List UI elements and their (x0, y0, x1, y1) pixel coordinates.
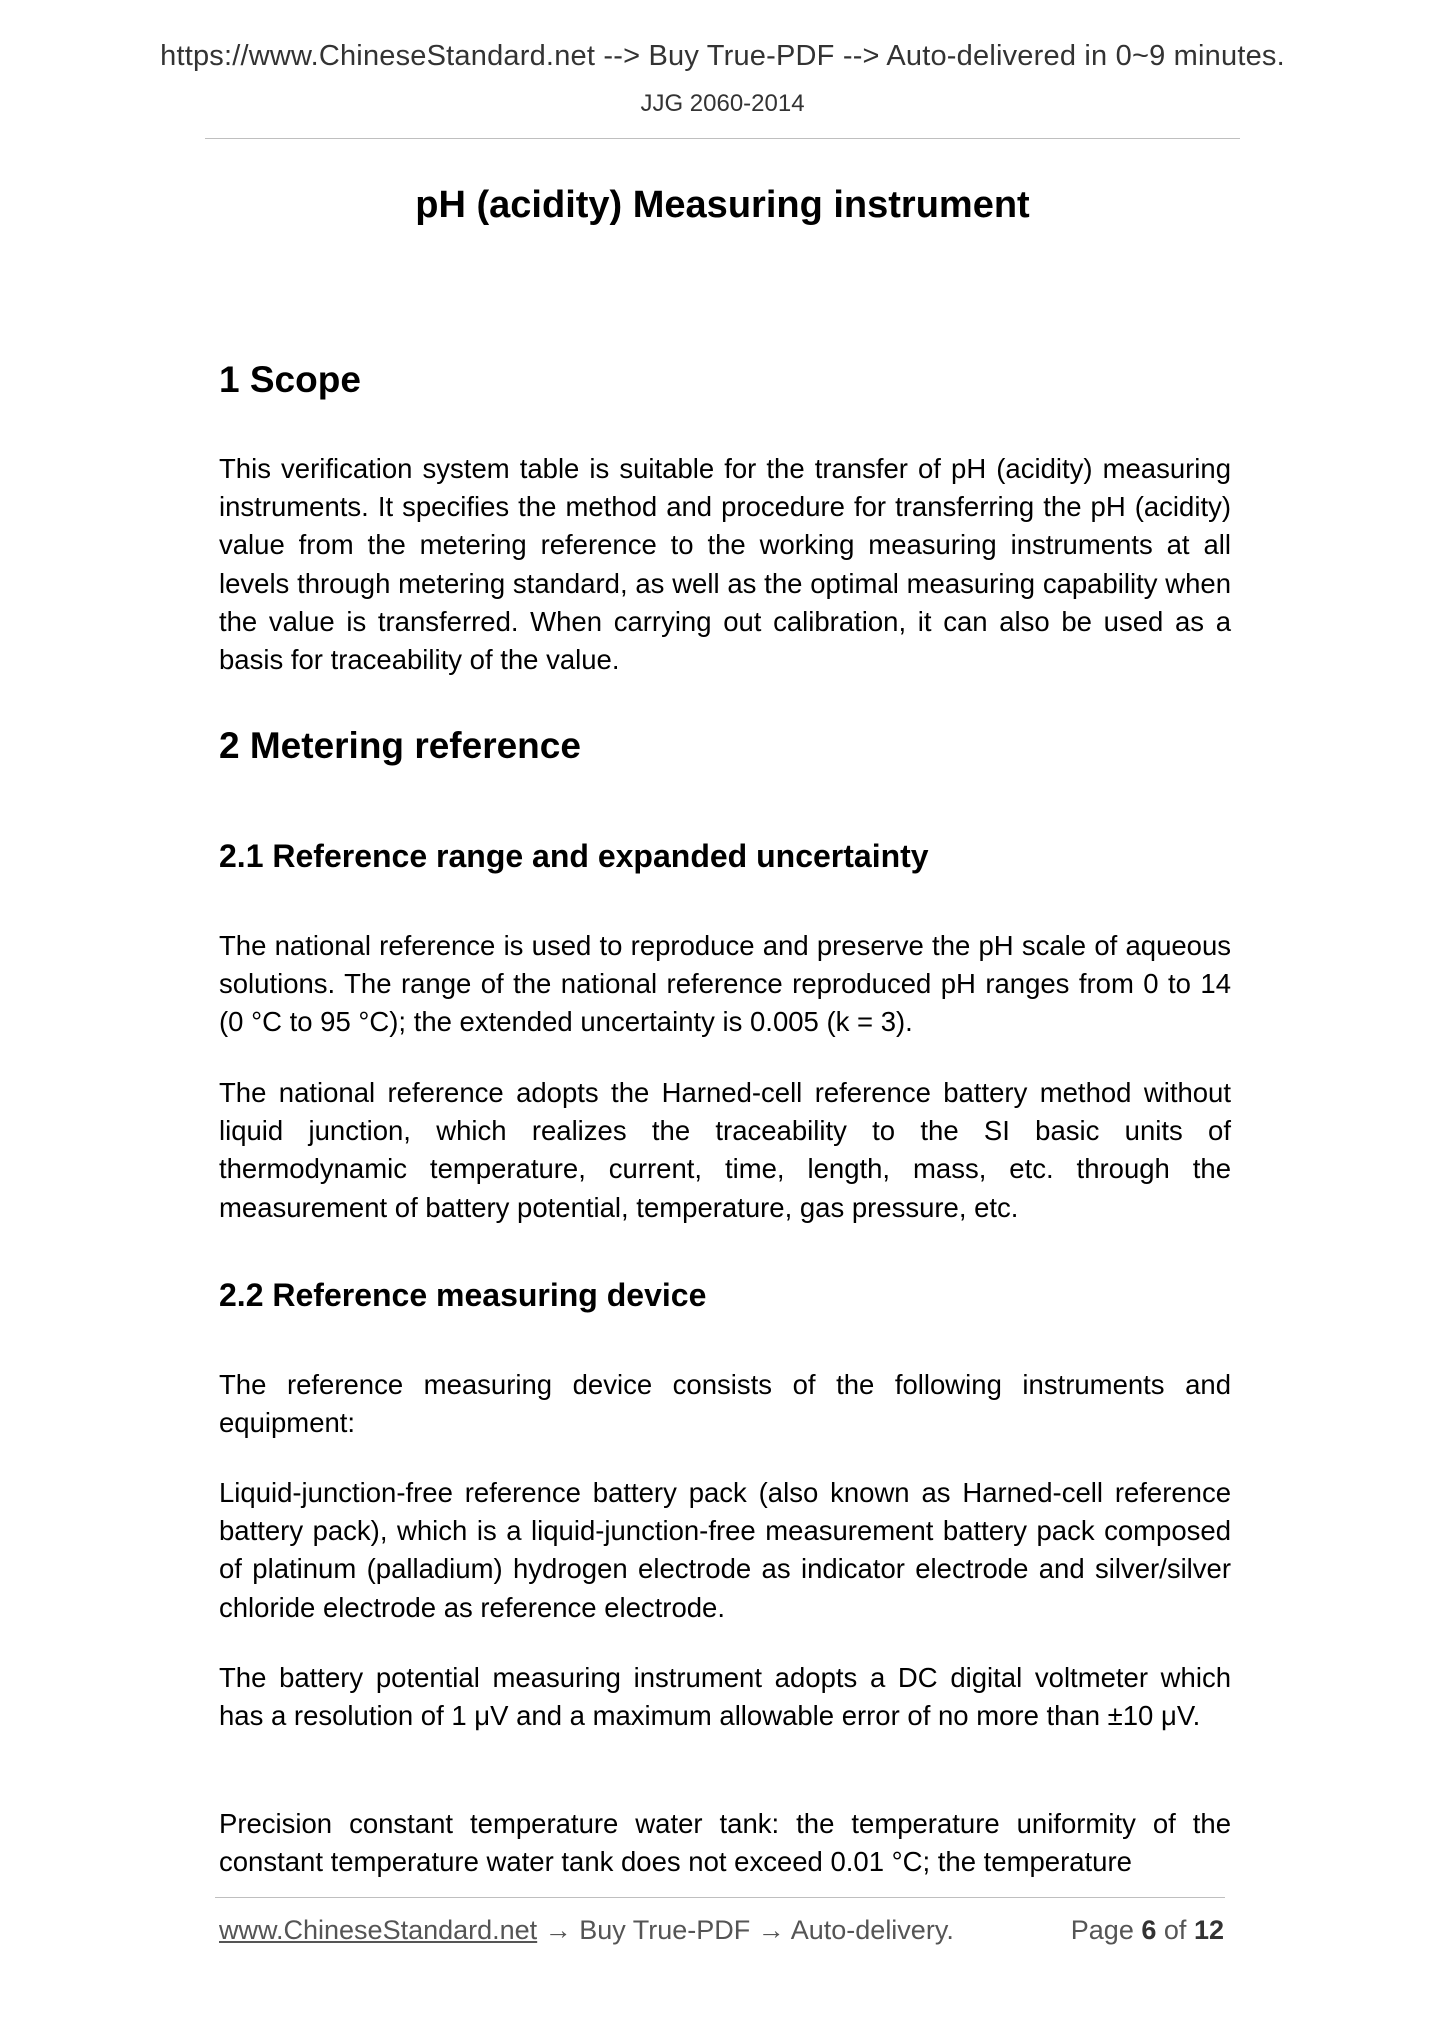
footer-site-link[interactable]: www.ChineseStandard.net (219, 1915, 538, 1945)
paragraph-device-intro: The reference measuring device consists of the following instruments and equipment: (219, 1369, 1231, 1439)
paragraph-water-tank: Precision constant temperature water tank: the temperature uniformity of the constant temperature water tank does not exceed 0.01 °C; the temperature (219, 1808, 1231, 1878)
footer-divider (215, 1897, 1225, 1898)
section-heading-scope: 1 Scope (219, 359, 361, 400)
page-label: Page (1070, 1915, 1134, 1945)
standard-code: JJG 2060-2014 (640, 90, 805, 117)
footer-delivery-note (219, 1915, 954, 1946)
subsection-heading-reference-device: 2.2 Reference measuring device (219, 1277, 707, 1313)
page-of: of (1163, 1915, 1187, 1945)
page-number (1071, 1915, 1224, 1946)
document-title: pH (acidity) Measuring instrument (415, 184, 1030, 226)
header-url-line: https://www.ChineseStandard.net --> Buy True-PDF --> Auto-delivered in 0~9 minutes. (160, 40, 1285, 72)
paragraph-scope: This verification system table is suitable for the transfer of pH (acidity) measuring instruments. It specifies the method and procedure for transferring the pH (acidity) value from the metering reference to the working measuring instruments at all levels through metering standard, as well as the optimal measuring capability when the value is transferred. When carrying out calibration, it can also be used as a basis for traceability of the value. (219, 453, 1231, 676)
page-total: 12 (1193, 1915, 1224, 1945)
page-current: 6 (1141, 1915, 1157, 1945)
paragraph-national-reference: The national reference is used to reproduce and preserve the pH scale of aqueous solutions. The range of the national reference reproduced pH ranges from 0 to 14 (0 °C to 95 °C); the extended uncertainty is 0.005 (k = 3). (219, 930, 1231, 1038)
paragraph-battery-pack: Liquid-junction-free reference battery pack (also known as Harned-cell reference battery pack), which is a liquid-junction-free measurement battery pack composed of platinum (palladium) hydrogen electrode as indicator electrode and silver/silver chloride electrode as reference electrode. (219, 1477, 1231, 1623)
paragraph-voltmeter: The battery potential measuring instrument adopts a DC digital voltmeter which has a resolution of 1 μV and a maximum allowable error of no more than ±10 μV. (219, 1662, 1231, 1732)
paragraph-harned-cell-method: The national reference adopts the Harned-cell reference battery method without liquid junction, which realizes the traceability to the SI basic units of thermodynamic temperature, current, time, length, mass, etc. through the measurement of battery potential, temperature, gas pressure, etc. (219, 1077, 1231, 1223)
footer-trail-text: → Buy True-PDF → Auto-delivery. (537, 1915, 954, 1945)
header-divider (205, 138, 1240, 139)
subsection-heading-reference-range: 2.1 Reference range and expanded uncertainty (219, 838, 929, 874)
section-heading-metering-reference: 2 Metering reference (219, 725, 581, 766)
